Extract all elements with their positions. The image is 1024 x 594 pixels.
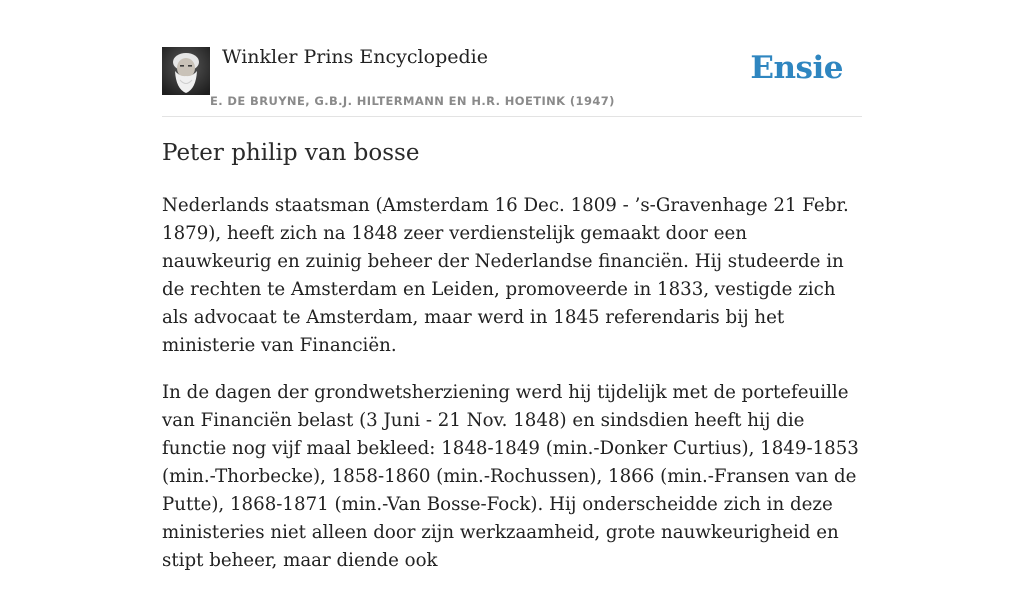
page-container	[162, 0, 862, 571]
bearded-man-portrait-icon	[162, 47, 210, 95]
article-title: Peter philip van bosse	[162, 140, 420, 166]
article-paragraph: In de dagen der grondwetsherziening werd hij tijdelijk met de portefeuille van Financiën belast (3 Juni - 21 Nov. 1848) en sindsdien heeft hij die functie nog vijf maal bekleed: 1848-1849 (min.-Donker Curtius), 1849-1853 (min.-Thorbecke), 1858-1860 (min.-Rochussen), 1866 (min.-Fransen van de Putte), 1868-1871 (min.-Van Bosse-Fock). Hij onderscheidde zich in deze ministeries niet alleen door zijn werkzaamheid, grote nauwkeurigheid en stipt beheer, maar diende ook	[162, 382, 859, 571]
ensie-logo[interactable]: Ensie	[750, 50, 843, 86]
author-avatar[interactable]	[162, 47, 210, 95]
book-authors: E. DE BRUYNE, G.B.J. HILTERMANN EN H.R. HOETINK (1947)	[210, 94, 615, 108]
article-paragraph: Nederlands staatsman (Amsterdam 16 Dec. 1809 - ’s-Gravenhage 21 Febr. 1879), heeft zich na 1848 zeer verdienstelijk gemaakt door een nauwkeurig en zuinig beheer der Nederlandse financiën. Hij studeerde in de rechten te Amsterdam en Leiden, promoveerde in 1833, vestigde zich als advocaat te Amsterdam, maar werd in 1845 referendaris bij het ministerie van Financiën.	[162, 195, 849, 356]
encyclopedia-header	[162, 0, 862, 117]
article-body	[162, 192, 862, 594]
book-title[interactable]: Winkler Prins Encyclopedie	[222, 46, 488, 68]
